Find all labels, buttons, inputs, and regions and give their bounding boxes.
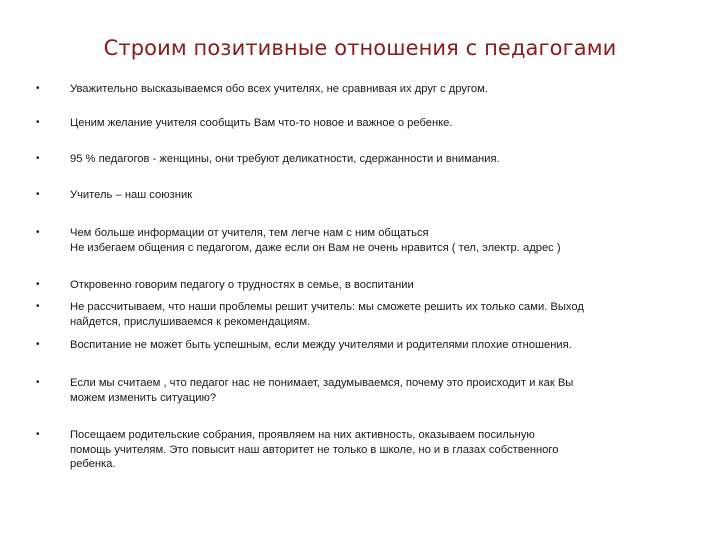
list-item-line: помощь учителям. Это повысит наш авторитет не только в школе, но и в глазах собственного (70, 443, 559, 456)
list-item-line: Откровенно говорим педагогу о трудностях в семье, в воспитании (70, 279, 414, 291)
list-item-line: Не рассчитываем, что наши проблемы решит учитель: мы сможете решить их только сами. Выход (70, 301, 584, 313)
bullet-icon: • (36, 227, 40, 238)
list-item-line: Не избегаем общения с педагогом, даже если он Вам не очень нравится ( тел, электр. адрес ) (70, 241, 561, 254)
list-item-text (70, 376, 690, 405)
list-item-line: ребенка. (70, 458, 116, 470)
list-item-text (70, 428, 690, 472)
list-item-line: Ценим желание учителя сообщить Вам что-то новое и важное о ребенке. (70, 117, 453, 129)
bullet-icon: • (36, 377, 40, 388)
list-item-text (70, 188, 690, 203)
bullet-icon: • (36, 429, 40, 440)
bullet-icon: • (36, 301, 40, 312)
list-item-text (70, 152, 690, 167)
list-item-text (70, 226, 690, 255)
list-item-text (70, 278, 690, 293)
bullet-icon: • (36, 279, 40, 290)
bullet-icon: • (36, 189, 40, 200)
bullet-icon: • (36, 339, 40, 350)
bullet-icon: • (36, 153, 40, 164)
list-item-line: Уважительно высказываемся обо всех учителях, не сравнивая их друг с другом. (70, 83, 488, 95)
list-item-line: Учитель – наш союзник (70, 189, 193, 201)
slide-title: Строим позитивные отношения с педагогами (103, 36, 617, 60)
list-item-line: найдется, прислушиваемся к рекомендациям. (70, 315, 311, 328)
bullet-icon: • (36, 83, 40, 94)
list-item-line: Чем больше информации от учителя, тем легче нам с ним общаться (70, 227, 429, 239)
list-item-text (70, 300, 690, 329)
list-item-line: Если мы считаем , что педагог нас не понимает, задумываемся, почему это происходит и как Вы (70, 377, 574, 389)
list-item-line: Посещаем родительские собрания, проявляем на них активность, оказываем посильную (70, 429, 535, 441)
list-item-line: 95 % педагогов - женщины, они требуют деликатности, сдержанности и внимания. (70, 153, 500, 165)
list-item-text (70, 82, 690, 97)
list-item-line: Воспитание не может быть успешным, если между учителями и родителями плохие отношения. (70, 339, 572, 351)
bullet-icon: • (36, 117, 40, 128)
list-item-text (70, 338, 690, 353)
list-item-text (70, 116, 690, 131)
list-item-line: можем изменить ситуацию? (70, 391, 217, 404)
